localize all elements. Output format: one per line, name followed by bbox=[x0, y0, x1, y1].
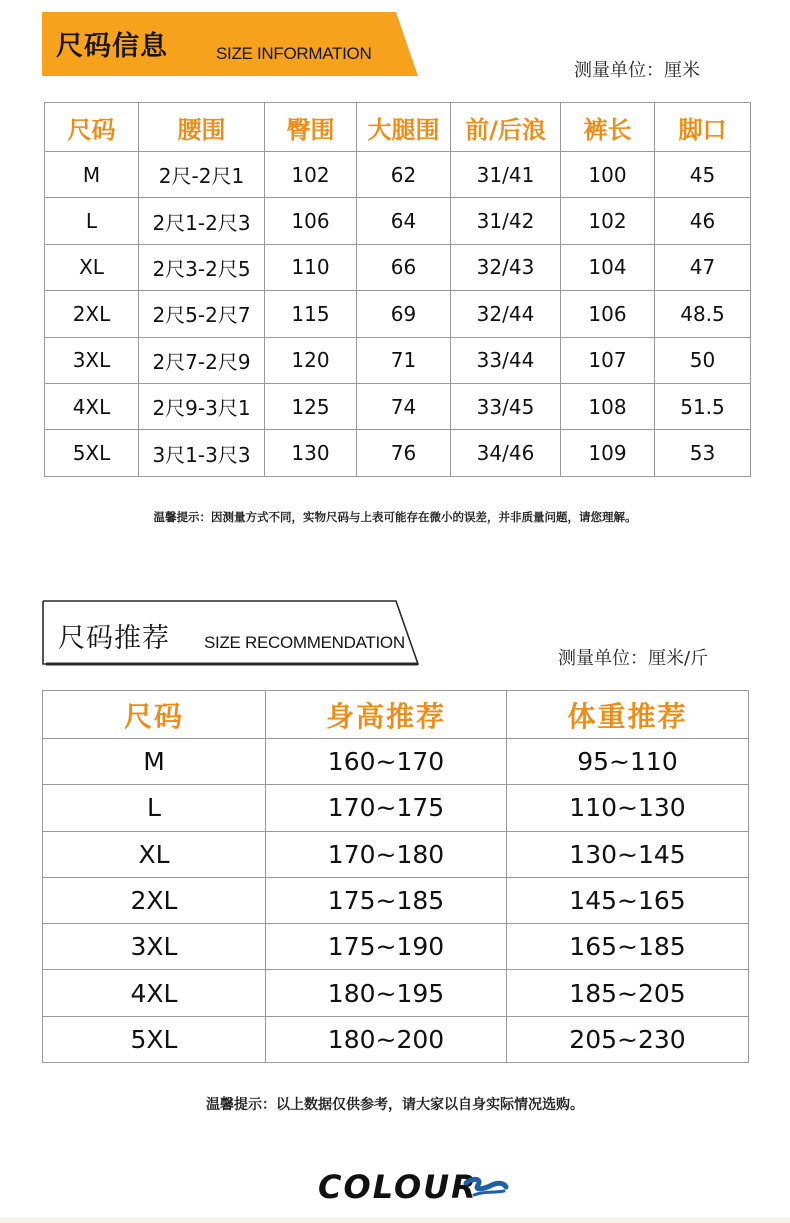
size-info-header-row bbox=[45, 103, 751, 152]
size-rec-tip: 温馨提示：以上数据仅供参考，请大家以自身实际情况选购。 bbox=[206, 1097, 584, 1113]
table-cell: 3XL bbox=[45, 337, 139, 383]
table-row bbox=[45, 152, 751, 198]
table-cell: 185~205 bbox=[507, 970, 749, 1016]
table-cell: M bbox=[43, 739, 266, 785]
table-row bbox=[45, 198, 751, 244]
size-info-title-en: SIZE INFORMATION bbox=[216, 44, 372, 63]
table-cell: 180~195 bbox=[266, 970, 507, 1016]
header-length: 裤长 bbox=[561, 103, 655, 152]
table-row bbox=[43, 970, 749, 1016]
size-rec-unit: 测量单位：厘米/斤 bbox=[558, 648, 709, 669]
table-row bbox=[45, 337, 751, 383]
table-cell: 104 bbox=[561, 244, 655, 290]
bottom-divider bbox=[0, 1218, 790, 1223]
table-cell: 102 bbox=[561, 198, 655, 244]
table-cell: L bbox=[43, 785, 266, 831]
size-info-banner bbox=[42, 12, 418, 76]
table-cell: 175~185 bbox=[266, 877, 507, 923]
table-cell: 2XL bbox=[45, 291, 139, 337]
size-rec-table bbox=[42, 690, 749, 1063]
colour-heading: COLOUR bbox=[318, 1168, 478, 1206]
table-row bbox=[43, 877, 749, 923]
table-cell: XL bbox=[45, 244, 139, 290]
table-cell: 50 bbox=[655, 337, 751, 383]
table-cell: XL bbox=[43, 831, 266, 877]
table-cell: 180~200 bbox=[266, 1016, 507, 1062]
table-cell: 4XL bbox=[45, 383, 139, 429]
table-cell: 2尺-2尺1 bbox=[139, 152, 265, 198]
table-cell: 3XL bbox=[43, 924, 266, 970]
table-row bbox=[43, 785, 749, 831]
size-info-title-cn: 尺码信息 bbox=[56, 31, 168, 62]
table-cell: 2尺5-2尺7 bbox=[139, 291, 265, 337]
table-cell: 4XL bbox=[43, 970, 266, 1016]
table-cell: 53 bbox=[655, 430, 751, 476]
table-cell: 64 bbox=[357, 198, 451, 244]
table-cell: 3尺1-3尺3 bbox=[139, 430, 265, 476]
table-cell: 71 bbox=[357, 337, 451, 383]
table-cell: 115 bbox=[265, 291, 357, 337]
table-cell: 32/43 bbox=[451, 244, 561, 290]
table-cell: 33/45 bbox=[451, 383, 561, 429]
table-cell: 145~165 bbox=[507, 877, 749, 923]
table-cell: 2XL bbox=[43, 877, 266, 923]
table-row bbox=[45, 291, 751, 337]
header-waist: 腰围 bbox=[139, 103, 265, 152]
size-rec-title-en: SIZE RECOMMENDATION bbox=[204, 633, 405, 652]
table-cell: 170~175 bbox=[266, 785, 507, 831]
header-weight: 体重推荐 bbox=[507, 691, 749, 739]
table-cell: 165~185 bbox=[507, 924, 749, 970]
size-rec-banner bbox=[42, 600, 420, 666]
table-cell: 33/44 bbox=[451, 337, 561, 383]
table-cell: 130~145 bbox=[507, 831, 749, 877]
size-info-table bbox=[44, 102, 751, 477]
table-cell: 95~110 bbox=[507, 739, 749, 785]
table-cell: 48.5 bbox=[655, 291, 751, 337]
table-cell: L bbox=[45, 198, 139, 244]
header-hip: 臀围 bbox=[265, 103, 357, 152]
header-leg-opening: 脚口 bbox=[655, 103, 751, 152]
table-cell: 5XL bbox=[45, 430, 139, 476]
table-cell: 66 bbox=[357, 244, 451, 290]
table-cell: 74 bbox=[357, 383, 451, 429]
size-info-tip: 温馨提示：因测量方式不同，实物尺码与上表可能存在微小的误差，并非质量问题，请您理解。 bbox=[153, 510, 637, 524]
table-cell: 2尺1-2尺3 bbox=[139, 198, 265, 244]
table-cell: 160~170 bbox=[266, 739, 507, 785]
table-row bbox=[43, 739, 749, 785]
table-cell: M bbox=[45, 152, 139, 198]
table-cell: 69 bbox=[357, 291, 451, 337]
table-row bbox=[45, 430, 751, 476]
table-cell: 106 bbox=[265, 198, 357, 244]
table-row bbox=[43, 1016, 749, 1062]
table-cell: 51.5 bbox=[655, 383, 751, 429]
table-cell: 31/41 bbox=[451, 152, 561, 198]
table-row bbox=[45, 244, 751, 290]
table-cell: 107 bbox=[561, 337, 655, 383]
table-cell: 2尺7-2尺9 bbox=[139, 337, 265, 383]
table-cell: 2尺3-2尺5 bbox=[139, 244, 265, 290]
table-cell: 31/42 bbox=[451, 198, 561, 244]
table-cell: 109 bbox=[561, 430, 655, 476]
table-cell: 120 bbox=[265, 337, 357, 383]
header-rise: 前/后浪 bbox=[451, 103, 561, 152]
header-size: 尺码 bbox=[45, 103, 139, 152]
size-info-unit: 测量单位：厘米 bbox=[574, 60, 700, 81]
table-cell: 5XL bbox=[43, 1016, 266, 1062]
table-cell: 76 bbox=[357, 430, 451, 476]
header-thigh: 大腿围 bbox=[357, 103, 451, 152]
table-cell: 46 bbox=[655, 198, 751, 244]
brush-stroke-icon bbox=[462, 1175, 510, 1201]
header-size: 尺码 bbox=[43, 691, 266, 739]
table-row bbox=[43, 831, 749, 877]
table-cell: 2尺9-3尺1 bbox=[139, 383, 265, 429]
table-cell: 130 bbox=[265, 430, 357, 476]
table-cell: 108 bbox=[561, 383, 655, 429]
table-cell: 62 bbox=[357, 152, 451, 198]
table-cell: 47 bbox=[655, 244, 751, 290]
table-cell: 170~180 bbox=[266, 831, 507, 877]
table-cell: 205~230 bbox=[507, 1016, 749, 1062]
table-cell: 102 bbox=[265, 152, 357, 198]
table-cell: 106 bbox=[561, 291, 655, 337]
table-cell: 110~130 bbox=[507, 785, 749, 831]
size-rec-title-cn: 尺码推荐 bbox=[58, 623, 170, 654]
table-row bbox=[43, 924, 749, 970]
table-cell: 32/44 bbox=[451, 291, 561, 337]
size-rec-header-row bbox=[43, 691, 749, 739]
table-cell: 34/46 bbox=[451, 430, 561, 476]
table-cell: 100 bbox=[561, 152, 655, 198]
table-row bbox=[45, 383, 751, 429]
table-cell: 175~190 bbox=[266, 924, 507, 970]
header-height: 身高推荐 bbox=[266, 691, 507, 739]
table-cell: 110 bbox=[265, 244, 357, 290]
table-cell: 45 bbox=[655, 152, 751, 198]
table-cell: 125 bbox=[265, 383, 357, 429]
